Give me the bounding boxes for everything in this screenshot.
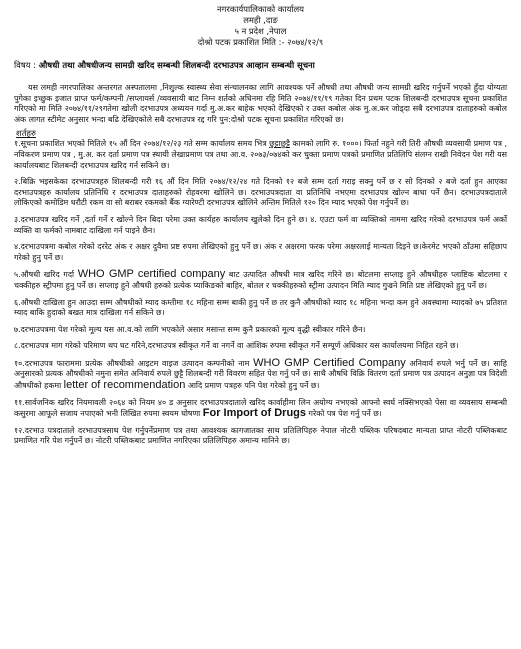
subject-label: विषय : — [14, 60, 37, 70]
condition-item-3: ३.दरभाउपत्र खरिद गर्ने ,दर्ता गर्ने र खोल्ने दिन बिदा परेमा उक्त कार्यहरु कार्यालय खुलेको दिन हुने छ। ४. एउटा फर्म वा व्यक्तिको नाममा खरिद गरेको दरभाउपत्र फर्म अर्को व्यक्ति वा फर्मको नामबाट दाखिला गर्न पाइने छैन। — [14, 214, 507, 235]
condition-item-8: ८.दरभाउपत्र माग गरेको परिमाण थप घट गरिने,दरभाउपत्र स्वीकृत गर्ने वा नगर्ने वा आंशिक रुपमा स्वीकृत गर्ने सम्पूर्ण अधिकार यस कार्यालयमा निहित रहने छ। — [14, 341, 459, 351]
conditions-heading: शर्तहरु — [16, 128, 36, 139]
municipality-name: लमही ,दाङ — [243, 15, 278, 25]
condition-item-2: २.बिक्रि भइसकेका दरभाउपत्रहरु शिलबन्दी गरी १६ औं दिन मिति २०७४/१२/२४ गते दिनको १२ बजे सम्म दर्ता गराइ सक्नु पर्ने छ र सो दिनको २ बजे दर्ता हुन आएका दरभाउपत्रहरु कार्यालय प्रतिनिधि र दरभाउपत्र दाताहरुको रोहवरमा खोलिने छ। दरभाउपत्रदाता वा प्रतिनिधि नभएमा दरभाउपत्र खोल्न बाधा पर्ने छैन। दरभाउपत्रदाताले लोकिएको कमोडिम धरौटी रकम वा सो बराबर रकमको बैंक ग्यारेण्टी दरभाउपत्र खोलिने अन्तिम मितिले १२० दिन म्याद भएको पेश गर्नुपर्ने छ। — [14, 177, 507, 208]
condition-item-11: ११.सार्वजनिक खरिद नियमावली २०६४ को नियम ४० ड अनुसार दरभाउपत्रदाताले खरिद कार्वाहीमा लिन अयोग्य नभएको आफ्नो स्वर्घ नक्सिभएको पेसा वा व्यवसाय सम्बन्धी कसुरमा आफूले सजाय नपाएको भनी लिखित रुपमा स्वयम घोषणा For Import of Drugs गरेको पत्र पेश गर्नु पर्ने छ। — [14, 397, 507, 420]
notice-subject — [14, 60, 507, 71]
condition-item-4: ४.दरभाउपत्रमा कबोल गरेको दररेट अंक र अक्षर दुवैमा प्रष्ट रुपमा लेखिएको हुनु पर्ने छ। अंक र अक्षरमा फरक परेमा अक्षरलाई मान्यता दिइने छ।केरमेट भएको ठाँउमा सहिछाप गरेको हुनु पर्ने छ। — [14, 242, 507, 262]
condition-item-12: १२.दरभाउ पत्रदाताले दरभाउपत्रसाथ पेश गर्नुपर्नेप्रमाण पत्र तथा आवश्यक कागजातका साथ प्रतिलिपिहरु नेपाल नोटरी पब्लिक परिषदबाट मान्यता प्राप्त नोटरी पब्लिकबाट प्रमाणित गरि पेश गर्नुपर्ने छ। नोटरी पब्लिकबाट प्रमाणित नगरिएका प्रतिलिपिहरु अमान्य मानिने छ। — [14, 425, 507, 446]
recommendation-text: letter of recommendation — [63, 379, 186, 392]
notice-header — [14, 4, 507, 48]
office-name: नगरकार्यपालिकाको कार्यालय — [216, 4, 305, 14]
condition-item-5: ५.औषधी खरिद गर्दा WHO GMP certified company बाट उत्पादित औषधी मात्र खरिद गरिने छ। बोटलमा सप्लाइ हुने औषधीहरु प्लाष्टिक बोटलमा र चक्कीहरु स्ट्रीपमा हुनु पर्ने छ। सप्लाइ हुने औषधी हरुको प्रत्येक प्याकिङको बाहिर, बोतल र चक्कीहरुको स्ट्रीमा उत्पादन मिति म्याद गुज्रने मिति प्रष्ट लेखिएको हुनु पर्ने छ। — [14, 268, 508, 290]
publish-date: दोश्रो पटक प्रकाशित मिति :- २०७४/१२/९ — [197, 37, 324, 47]
province-name: ५ न प्रदेश ,नेपाल — [234, 26, 287, 36]
condition-item-1: १.सूचना प्रकाशित भएको मितिले १५ औं दिन २०७४/१२/२३ गते सम्म कार्यालय समय भित्र छुट्टाछुट्टै कामको लागि रु. १०००। फिर्ता नहुने गरी तिरी औषधी व्यवसायी प्रमाण पत्र , नविकरण प्रमाण पत्र , मु.अ. कर दर्ता प्रमाण पत्र स्थायी लेखाप्रमाण पत्र तथा आ.व. २०७३/०७४को कर चुक्ता प्रमाण पत्रको प्रमाणित प्रतिलिपि संलग्न राखी निवेदन पेश गरी यस कार्यालयबाट शिलबन्दी दरभाउपत्र खरिद गर्न सकिने छ। — [14, 139, 508, 170]
condition-item-6: ६.औषधी दाखिला हुन आउदा सम्म औषधीको म्याद कम्तीमा १८ महिना सम्म बाकी हुनु पर्ने छ तर कुनै औषधीको म्याद १८ महिना भन्दा कम हुने अवस्थामा म्यादको ७५ प्रतिशत म्याद बाकि हुदाको बखत मात्र दाखिला गर्न सकिने छ। — [14, 297, 507, 318]
condition-item-10: १०.दरभाउपत्र फाराममा प्रत्येक औषधीको आइटम वाइज उत्पादन कम्पनीको नाम WHO GMP Certified Company अनिवार्य रुपले भर्नु पर्ने छ। साहि अनुसारको प्रत्यक औषधीको नमुना समेत अनिवार्य रुपले छुट्टै शिलबन्दी गरी विवरण सहित पेश गर्नु पर्ने छ। साथै औषधि विक्रि वितरण दर्ता प्रमाण पत्र उत्पादन अनुज्ञा पत्र विदेशी औषधीको हकमा letter of recommendation आदि प्रमाण पत्रहरु पनि पेश गरेको हुनु पर्ने छ। — [14, 356, 507, 392]
import-drugs-text: For Import of Drugs — [202, 407, 307, 420]
lead-paragraph: यस लमही नगरपालिका अन्तरगत अस्पतालमा ,निशुल्क स्वास्थ्य सेवा संन्चालनका लागि आवश्यक पर्ने औषधी तथा औषधी जन्य सामग्री खरिद गर्नुपर्ने भएको हुँदा योग्यता पुगेका इच्छुक इजात प्राप्त फर्म/कम्पनी /सप्लायर्स /व्यवसायी बाट निम्न शर्तको अधिनमा रहि मिति २०७४/११/१९ गतेका दिन प्रथम पटक शिलबन्दी दरभाउपत्र सूचना प्रकाशित गरिएको मा मिति २०७४/११/२९गतेमा खोली दरभाउपत्र अध्ययन गर्दा मु.अ.कर बाहेक भएको देखिएको र उक्त कबोल अंक मु.अ.कर जोड्दा सबै दरभाउपत्र दाताहरुको कबोल अंक लागत स्टीमेट अनुसार भन्दा बढि देखिएकोले सबै दरभाउपत्र रद्द गरि पुन:दोश्रो पटक सूचना प्रकाशित गरिएको छ। — [14, 83, 507, 124]
who-gmp-certified-text: WHO GMP Certified Company — [253, 356, 406, 369]
condition-item-7: ७.दरभाउपत्रमा पेश गरेको मूल्य यस आ.व.को लागि भएकोले असार मसान्त सम्म कुनै प्रकारको मूल्य वृद्धी स्वीकार गरिने छैन। — [14, 324, 366, 334]
subject-text: औषधी तथा औषधीजन्य सामग्री खरिद सम्बन्धी शिलबन्दी दरभाउपत्र आव्हान सम्बन्धी सूचना — [38, 60, 315, 70]
who-gmp-text: WHO GMP certified company — [77, 268, 226, 281]
